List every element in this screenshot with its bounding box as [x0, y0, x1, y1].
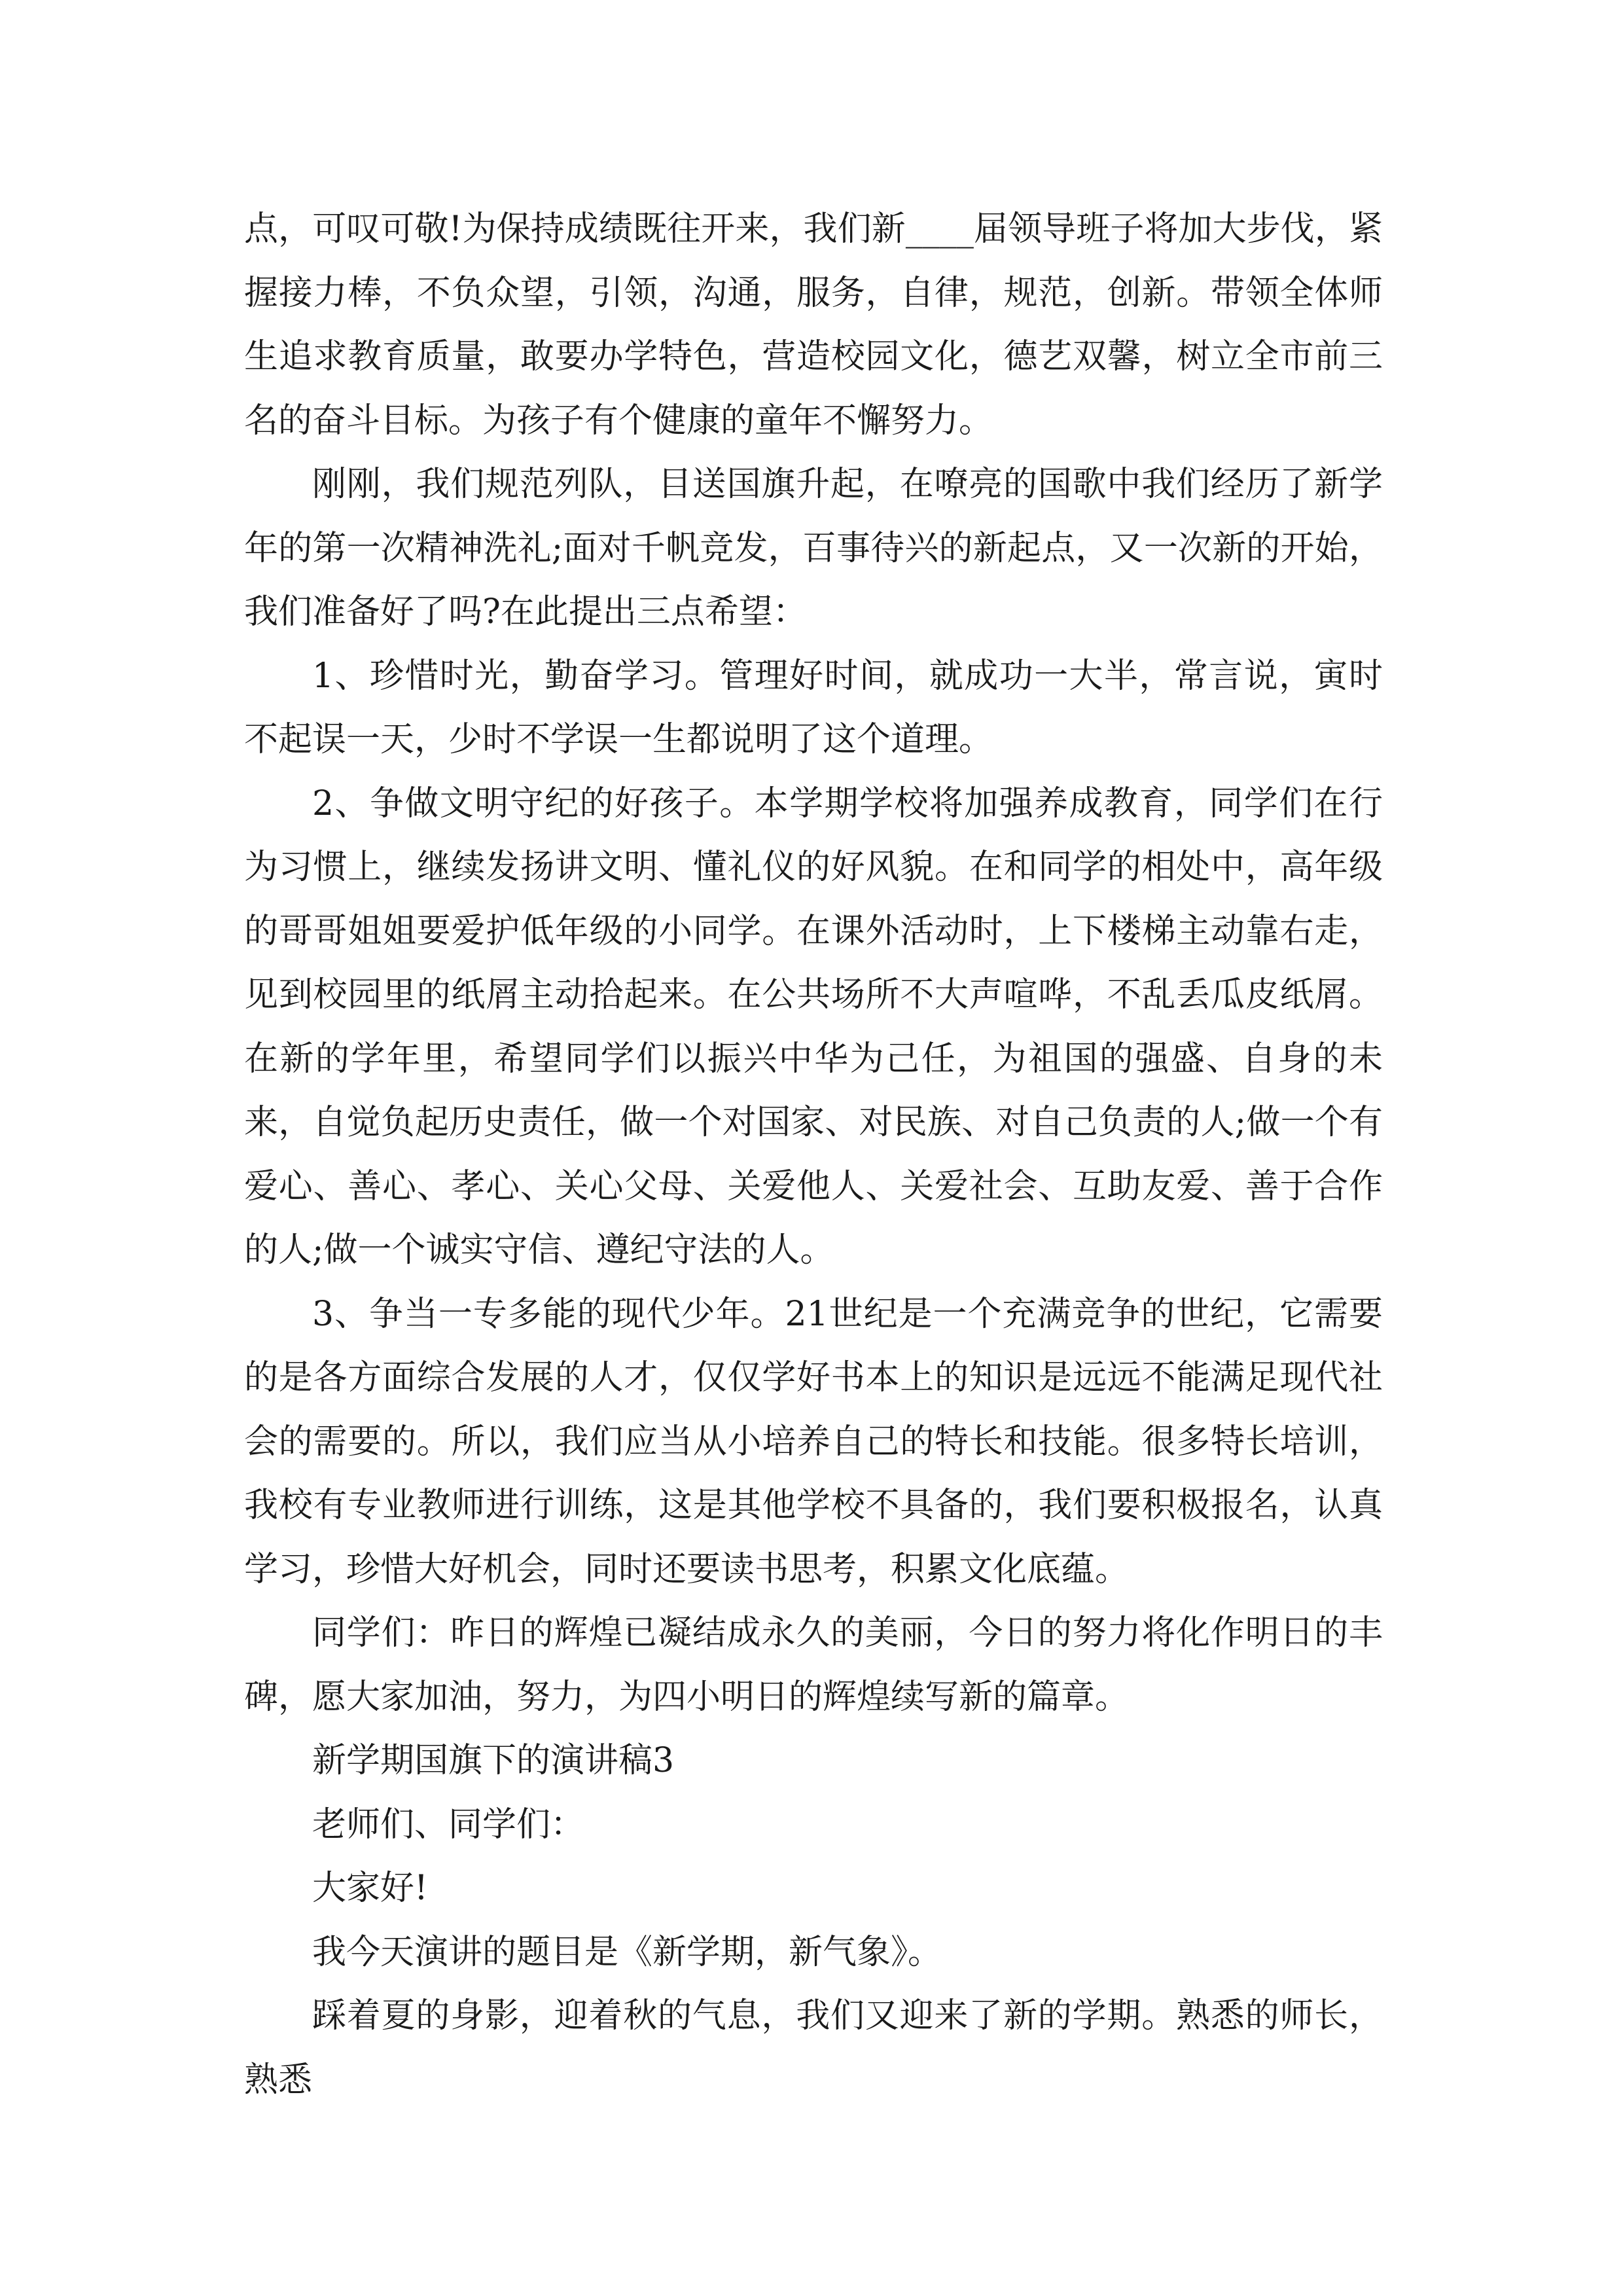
speech-title: 新学期国旗下的演讲稿3: [312, 1741, 675, 1780]
paragraph: 2、争做文明守纪的好孩子。本学期学校将加强养成教育，同学们在行为习惯上，继续发扬讲文明、懂礼仪的好风貌。在和同学的相处中，高年级的哥哥姐姐要爱护低年级的小同学。在课外活动时，上下楼梯主动靠右走，见到校园里的纸屑主动拾起来。在公共场所不大声喧哗，不乱丢瓜皮纸屑。在新的学年里，希望同学们以振兴中华为己任，为祖国的强盛、自身的未来，自觉负起历史责任，做一个对国家、对民族、对自己负责的人;做一个有爱心、善心、孝心、关心父母、关爱他人、关爱社会、互助友爱、善于合作的人;做一个诚实守信、遵纪守法的人。: [244, 783, 1383, 1270]
paragraph: 同学们：昨日的辉煌已凝结成永久的美丽，今日的努力将化作明日的丰碑，愿大家加油，努力，为四小明日的辉煌续写新的篇章。: [244, 1613, 1383, 1717]
document-body: [244, 198, 1383, 2112]
greeting: 大家好!: [312, 1869, 428, 1908]
paragraph: 踩着夏的身影，迎着秋的气息，我们又迎来了新的学期。熟悉的师长，熟悉: [244, 1996, 1383, 2100]
paragraph: 刚刚，我们规范列队，目送国旗升起，在嘹亮的国歌中我们经历了新学年的第一次精神洗礼;面对千帆竞发，百事待兴的新起点，又一次新的开始，我们准备好了吗?在此提出三点希望：: [244, 465, 1383, 632]
paragraph: 1、珍惜时光，勤奋学习。管理好时间，就成功一大半，常言说，寅时不起误一天，少时不学误一生都说明了这个道理。: [244, 656, 1383, 759]
salutation: 老师们、同学们：: [312, 1804, 585, 1844]
paragraph: 点，可叹可敬!为保持成绩既往开来，我们新____届领导班子将加大步伐，紧握接力棒，不负众望，引领，沟通，服务，自律，规范，创新。带领全体师生追求教育质量，敢要办学特色，营造校园文化，德艺双馨，树立全市前三名的奋斗目标。为孩子有个健康的童年不懈努力。: [244, 209, 1383, 440]
paragraph: 3、争当一专多能的现代少年。21世纪是一个充满竞争的世纪，它需要的是各方面综合发展的人才，仅仅学好书本上的知识是远远不能满足现代社会的需要的。所以，我们应当从小培养自己的特长和技能。很多特长培训，我校有专业教师进行训练，这是其他学校不具备的，我们要积极报名，认真学习，珍惜大好机会，同时还要读书思考，积累文化底蕴。: [244, 1294, 1383, 1589]
paragraph: 我今天演讲的题目是《新学期，新气象》。: [312, 1932, 942, 1972]
